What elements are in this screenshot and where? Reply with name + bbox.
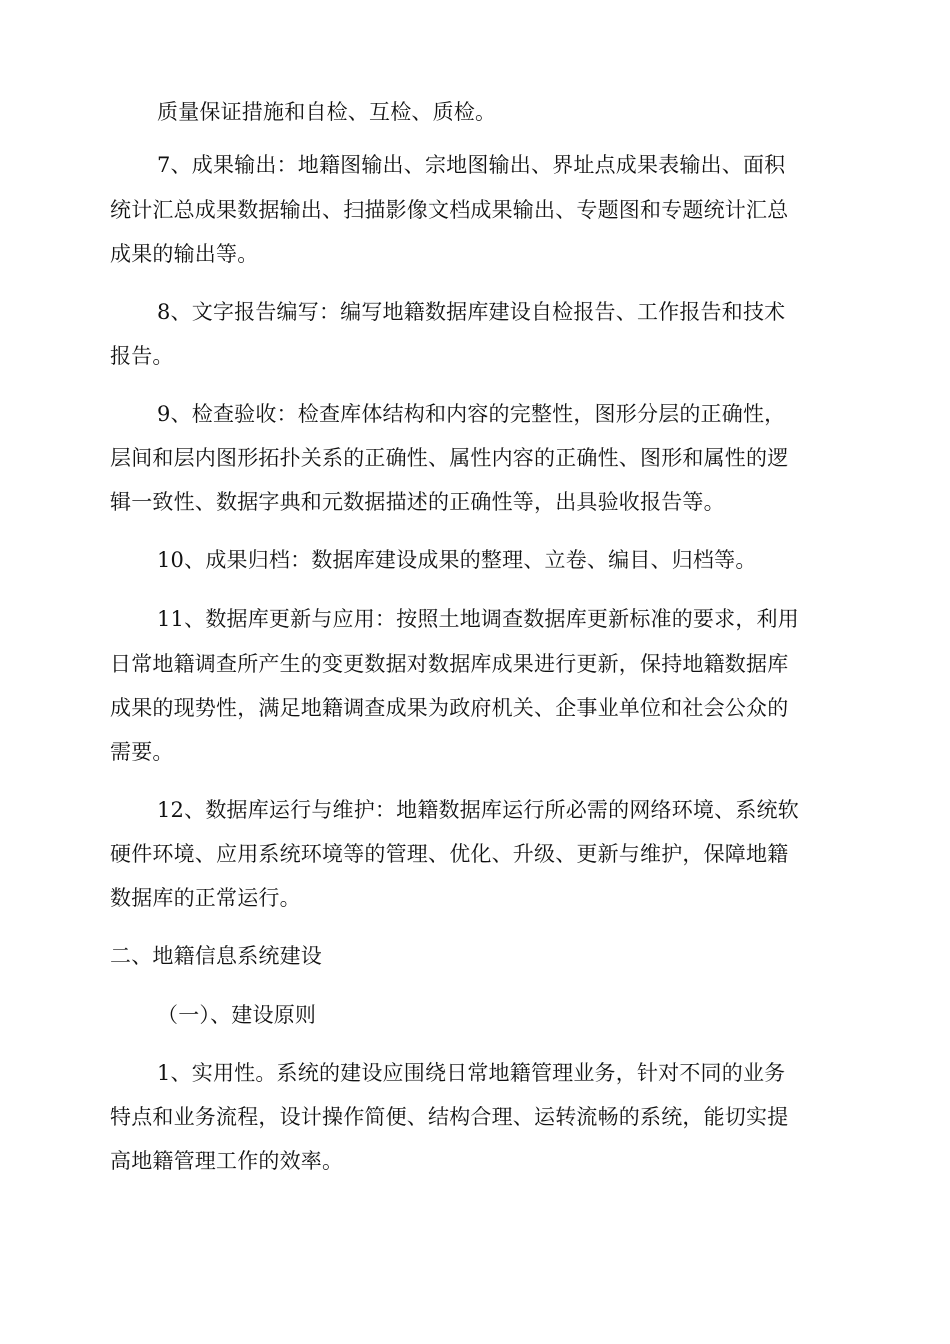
text-line: 成果的现势性，满足地籍调查成果为政府机关、企事业单位和社会公众的 [110, 696, 789, 720]
section-heading: 二、地籍信息系统建设 [110, 944, 322, 968]
text-line: 统计汇总成果数据输出、扫描影像文档成果输出、专题图和专题统计汇总 [110, 198, 789, 222]
text-line: 10、成果归档：数据库建设成果的整理、立卷、编目、归档等。 [157, 548, 757, 572]
text-line: 辑一致性、数据字典和元数据描述的正确性等，出具验收报告等。 [110, 490, 725, 514]
text-line: 报告。 [110, 344, 174, 368]
text-line: 9、检查验收：检查库体结构和内容的完整性，图形分层的正确性， [157, 402, 786, 426]
text-line: 成果的输出等。 [110, 242, 259, 266]
text-line: 11、数据库更新与应用：按照土地调查数据库更新标准的要求，利用 [157, 607, 799, 631]
text-line: 1、实用性。系统的建设应围绕日常地籍管理业务，针对不同的业务 [157, 1061, 786, 1085]
subsection-heading: （一）、建设原则 [157, 1003, 317, 1027]
text-line: 特点和业务流程，设计操作简便、结构合理、运转流畅的系统，能切实提 [110, 1105, 789, 1129]
text-line: 高地籍管理工作的效率。 [110, 1149, 344, 1173]
text-line: 数据库的正常运行。 [110, 886, 301, 910]
text-line: 质量保证措施和自检、互检、质检。 [157, 100, 497, 124]
text-line: 层间和层内图形拓扑关系的正确性、属性内容的正确性、图形和属性的逻 [110, 446, 789, 470]
text-line: 8、文字报告编写：编写地籍数据库建设自检报告、工作报告和技术 [157, 300, 786, 324]
text-line: 日常地籍调查所产生的变更数据对数据库成果进行更新，保持地籍数据库 [110, 652, 789, 676]
text-line: 12、数据库运行与维护：地籍数据库运行所必需的网络环境、系统软 [157, 798, 799, 822]
text-line: 7、成果输出：地籍图输出、宗地图输出、界址点成果表输出、面积 [157, 153, 786, 177]
text-line: 硬件环境、应用系统环境等的管理、优化、升级、更新与维护，保障地籍 [110, 842, 789, 866]
text-line: 需要。 [110, 740, 174, 764]
